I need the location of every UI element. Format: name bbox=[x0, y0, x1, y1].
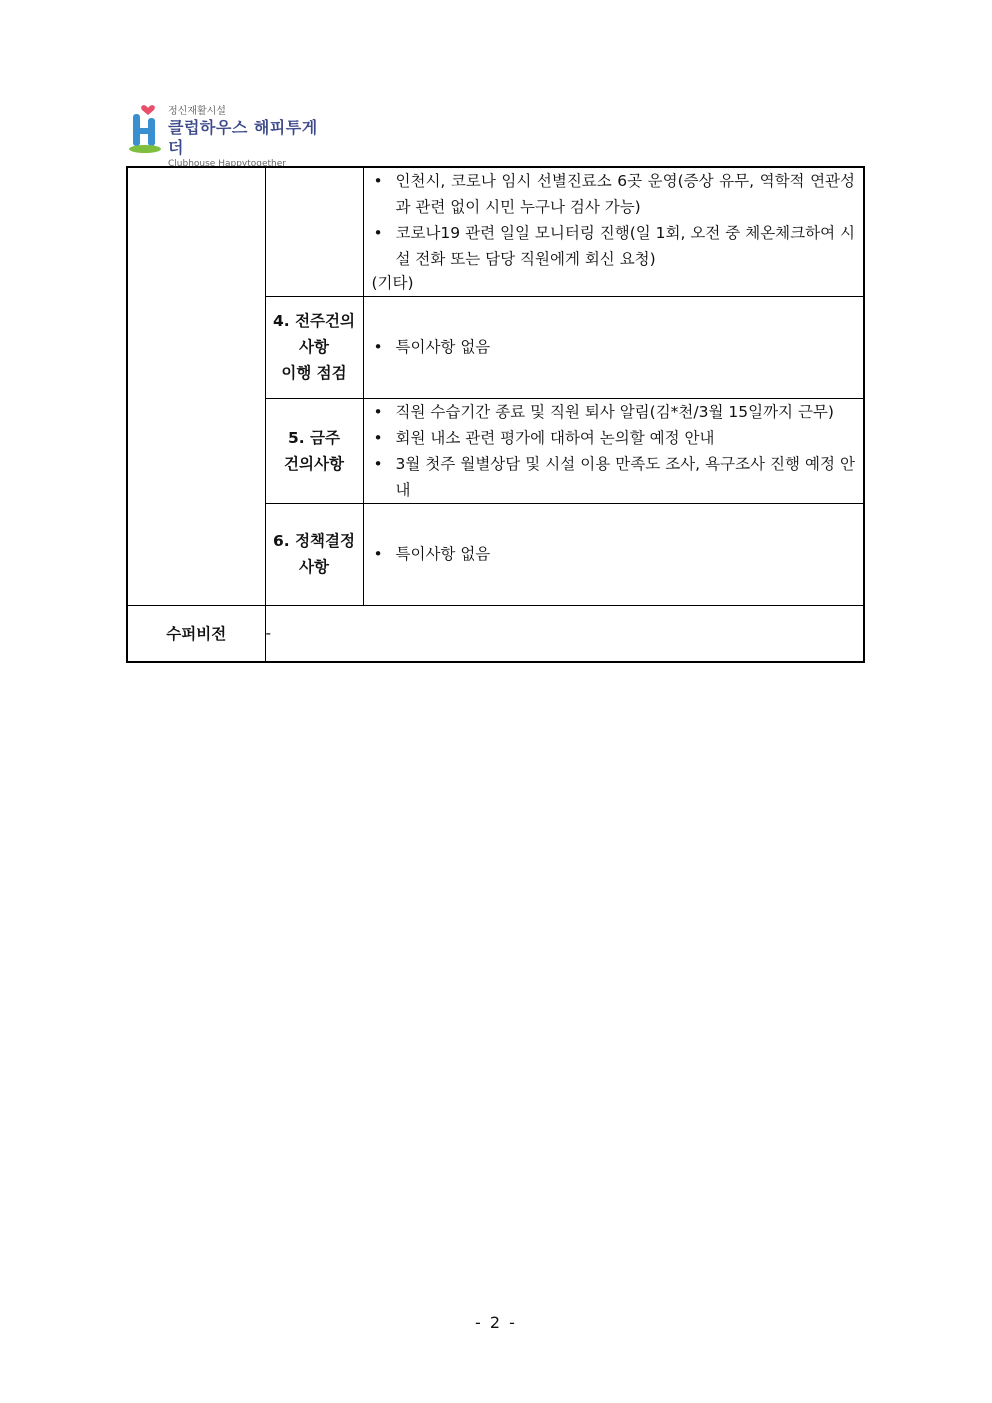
supervision-value: - bbox=[265, 605, 864, 662]
list-item: • 회원 내소 관련 평가에 대하여 논의할 예정 안내 bbox=[372, 425, 856, 451]
logo-h-icon bbox=[128, 102, 164, 154]
table-row bbox=[127, 605, 864, 662]
bullet-list bbox=[364, 168, 864, 272]
list-item: • 특이사항 없음 bbox=[372, 541, 856, 567]
list-item: • 특이사항 없음 bbox=[372, 334, 856, 360]
label-line: 6. 정책결정 bbox=[273, 532, 355, 550]
bullet-list bbox=[364, 399, 864, 503]
section-label bbox=[265, 296, 363, 398]
table-row bbox=[127, 167, 864, 296]
logo-title: 클럽하우스 해피투게더 bbox=[168, 118, 318, 157]
meeting-minutes-table bbox=[126, 166, 865, 663]
note-text: (기타) bbox=[371, 274, 414, 292]
section-label bbox=[265, 503, 363, 605]
label-line: 건의사항 bbox=[284, 454, 344, 473]
bullet-list bbox=[364, 541, 864, 567]
content-cell bbox=[363, 167, 864, 296]
bullet-list bbox=[364, 334, 864, 360]
organization-logo bbox=[128, 102, 328, 169]
content-cell bbox=[363, 398, 864, 503]
label-line: 이행 점검 bbox=[281, 364, 347, 382]
list-item: • 직원 수습기간 종료 및 직원 퇴사 알림(김*천/3월 15일까지 근무) bbox=[372, 399, 856, 425]
empty-category-cell bbox=[127, 167, 265, 605]
list-item: • 3월 첫주 월별상담 및 시설 이용 만족도 조사, 욕구조사 진행 예정 안내 bbox=[372, 451, 856, 503]
content-cell bbox=[363, 296, 864, 398]
section-label bbox=[265, 398, 363, 503]
label-line: 4. 전주건의 bbox=[273, 312, 355, 330]
empty-label-cell bbox=[265, 167, 363, 296]
page-number: - 2 - bbox=[475, 1313, 517, 1332]
label-line: 사항 bbox=[299, 558, 329, 576]
supervision-label: 수퍼비전 bbox=[127, 605, 265, 662]
logo-subtitle: 정신재활시설 bbox=[168, 106, 226, 117]
label-line: 사항 bbox=[299, 338, 329, 356]
label-line: 5. 금주 bbox=[287, 428, 340, 447]
list-item: • 코로나19 관련 일일 모니터링 진행(일 1회, 오전 중 체온체크하여 시설 전화 또는 담당 직원에게 회신 요청) bbox=[372, 220, 856, 272]
list-item: • 인천시, 코로나 임시 선별진료소 6곳 운영(증상 유무, 역학적 연관성과 관련 없이 시민 누구나 검사 가능) bbox=[372, 168, 856, 220]
logo-english: Clubhouse Happytogether bbox=[168, 159, 286, 169]
content-cell bbox=[363, 503, 864, 605]
